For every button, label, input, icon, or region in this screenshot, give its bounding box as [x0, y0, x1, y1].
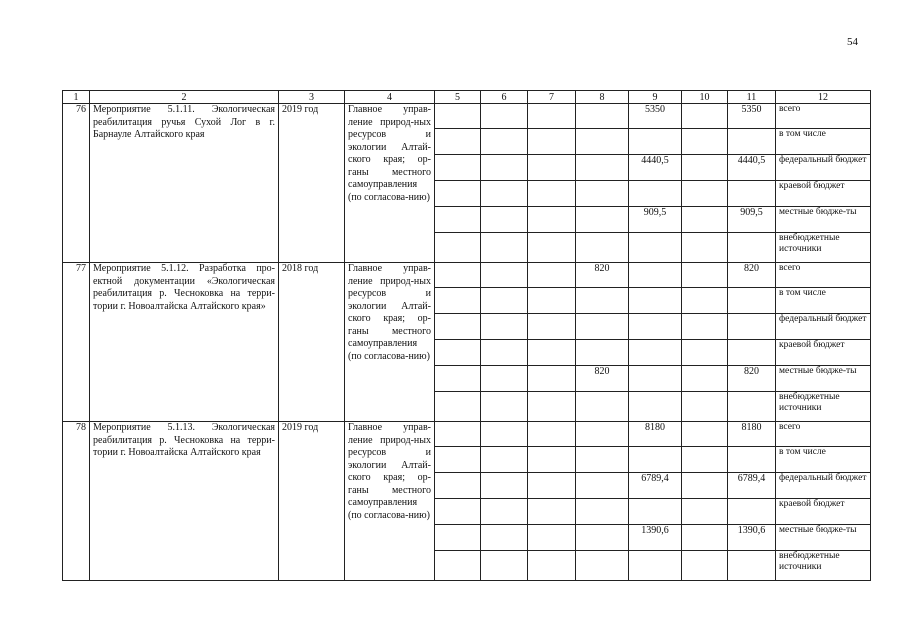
cell-col9 — [629, 366, 682, 392]
cell-col5 — [435, 104, 481, 129]
funding-source: местные бюдже-ты — [776, 207, 871, 233]
cell-col11: 4440,5 — [728, 155, 776, 181]
activity-name: Мероприятие 5.1.12. Разработка про-ектной документации «Экологическая реабилитация р. Чесноковка на терри-тории г. Новоалтайска Алтайского края» — [90, 263, 279, 422]
cell-col7 — [528, 499, 576, 525]
header-cell: 3 — [279, 91, 345, 104]
cell-col9 — [629, 314, 682, 340]
row-number: 78 — [63, 422, 90, 581]
funding-source: внебюджетные источники — [776, 233, 871, 263]
cell-col10 — [682, 551, 728, 581]
cell-col6 — [481, 233, 528, 263]
cell-col8 — [576, 340, 629, 366]
funding-source: федеральный бюджет — [776, 155, 871, 181]
cell-col8 — [576, 181, 629, 207]
cell-col8 — [576, 422, 629, 447]
funding-source: внебюджетные источники — [776, 392, 871, 422]
header-cell: 4 — [345, 91, 435, 104]
cell-col5 — [435, 551, 481, 581]
cell-col11: 8180 — [728, 422, 776, 447]
row-number: 77 — [63, 263, 90, 422]
cell-col6 — [481, 551, 528, 581]
cell-col10 — [682, 104, 728, 129]
page-number: 54 — [847, 36, 858, 48]
cell-col8: 820 — [576, 366, 629, 392]
cell-col7 — [528, 473, 576, 499]
cell-col6 — [481, 525, 528, 551]
cell-col11 — [728, 288, 776, 314]
cell-col6 — [481, 366, 528, 392]
cell-col9 — [629, 263, 682, 288]
cell-col9: 4440,5 — [629, 155, 682, 181]
cell-col11: 1390,6 — [728, 525, 776, 551]
cell-col10 — [682, 314, 728, 340]
executor: Главное управ-ление природ-ных ресурсов и экологии Алтай-ского края; ор-ганы местного самоуправления (по согласова-нию) — [345, 104, 435, 263]
funding-source: краевой бюджет — [776, 340, 871, 366]
cell-col10 — [682, 340, 728, 366]
cell-col9: 8180 — [629, 422, 682, 447]
executor: Главное управ-ление природ-ных ресурсов и экологии Алтай-ского края; ор-ганы местного самоуправления (по согласова-нию) — [345, 263, 435, 422]
table-row — [63, 422, 871, 447]
funding-source: местные бюдже-ты — [776, 525, 871, 551]
cell-col7 — [528, 340, 576, 366]
activity-year: 2019 год — [279, 422, 345, 581]
funding-source: краевой бюджет — [776, 181, 871, 207]
cell-col5 — [435, 525, 481, 551]
cell-col5 — [435, 314, 481, 340]
cell-col11 — [728, 499, 776, 525]
cell-col7 — [528, 551, 576, 581]
cell-col11: 6789,4 — [728, 473, 776, 499]
cell-col7 — [528, 104, 576, 129]
cell-col6 — [481, 155, 528, 181]
cell-col5 — [435, 366, 481, 392]
cell-col10 — [682, 525, 728, 551]
cell-col5 — [435, 155, 481, 181]
cell-col11: 909,5 — [728, 207, 776, 233]
cell-col10 — [682, 499, 728, 525]
cell-col6 — [481, 263, 528, 288]
cell-col10 — [682, 207, 728, 233]
cell-col5 — [435, 181, 481, 207]
cell-col11 — [728, 551, 776, 581]
funding-source: краевой бюджет — [776, 499, 871, 525]
cell-col11: 820 — [728, 263, 776, 288]
cell-col10 — [682, 181, 728, 207]
cell-col10 — [682, 447, 728, 473]
header-cell: 7 — [528, 91, 576, 104]
cell-col8: 820 — [576, 263, 629, 288]
cell-col11 — [728, 129, 776, 155]
cell-col8 — [576, 499, 629, 525]
cell-col8 — [576, 288, 629, 314]
activity-name: Мероприятие 5.1.13. Экологическая реабилитация р. Чесноковка на терри-тории г. Новоалтайска Алтайского края — [90, 422, 279, 581]
cell-col8 — [576, 155, 629, 181]
cell-col10 — [682, 233, 728, 263]
cell-col7 — [528, 366, 576, 392]
cell-col11: 5350 — [728, 104, 776, 129]
cell-col8 — [576, 473, 629, 499]
cell-col7 — [528, 288, 576, 314]
cell-col11 — [728, 340, 776, 366]
cell-col8 — [576, 392, 629, 422]
cell-col7 — [528, 392, 576, 422]
cell-col5 — [435, 288, 481, 314]
cell-col8 — [576, 233, 629, 263]
cell-col5 — [435, 447, 481, 473]
activity-year: 2018 год — [279, 263, 345, 422]
header-cell: 9 — [629, 91, 682, 104]
funding-source: внебюджетные источники — [776, 551, 871, 581]
cell-col6 — [481, 181, 528, 207]
cell-col8 — [576, 207, 629, 233]
cell-col6 — [481, 499, 528, 525]
table-row — [63, 263, 871, 288]
cell-col5 — [435, 473, 481, 499]
cell-col7 — [528, 422, 576, 447]
cell-col8 — [576, 104, 629, 129]
cell-col9: 1390,6 — [629, 525, 682, 551]
activity-year: 2019 год — [279, 104, 345, 263]
cell-col11 — [728, 314, 776, 340]
cell-col5 — [435, 499, 481, 525]
funding-source: в том числе — [776, 447, 871, 473]
cell-col10 — [682, 288, 728, 314]
cell-col10 — [682, 422, 728, 447]
cell-col6 — [481, 288, 528, 314]
cell-col11: 820 — [728, 366, 776, 392]
funding-source: федеральный бюджет — [776, 314, 871, 340]
table-row — [63, 104, 871, 129]
cell-col7 — [528, 314, 576, 340]
cell-col5 — [435, 340, 481, 366]
cell-col11 — [728, 181, 776, 207]
cell-col8 — [576, 447, 629, 473]
cell-col7 — [528, 233, 576, 263]
header-cell: 6 — [481, 91, 528, 104]
cell-col6 — [481, 207, 528, 233]
cell-col9: 5350 — [629, 104, 682, 129]
funding-source: всего — [776, 104, 871, 129]
cell-col6 — [481, 314, 528, 340]
header-row — [63, 91, 871, 104]
cell-col11 — [728, 233, 776, 263]
cell-col9 — [629, 499, 682, 525]
cell-col10 — [682, 129, 728, 155]
cell-col7 — [528, 181, 576, 207]
cell-col6 — [481, 340, 528, 366]
cell-col7 — [528, 129, 576, 155]
header-cell: 1 — [63, 91, 90, 104]
cell-col8 — [576, 129, 629, 155]
cell-col11 — [728, 392, 776, 422]
cell-col10 — [682, 155, 728, 181]
funding-source: всего — [776, 422, 871, 447]
cell-col5 — [435, 207, 481, 233]
cell-col7 — [528, 447, 576, 473]
cell-col9: 909,5 — [629, 207, 682, 233]
cell-col9 — [629, 340, 682, 366]
cell-col8 — [576, 525, 629, 551]
cell-col7 — [528, 525, 576, 551]
cell-col8 — [576, 551, 629, 581]
cell-col8 — [576, 314, 629, 340]
cell-col5 — [435, 392, 481, 422]
cell-col5 — [435, 263, 481, 288]
cell-col6 — [481, 447, 528, 473]
header-cell: 11 — [728, 91, 776, 104]
cell-col5 — [435, 233, 481, 263]
cell-col10 — [682, 392, 728, 422]
header-cell: 10 — [682, 91, 728, 104]
cell-col9 — [629, 392, 682, 422]
cell-col10 — [682, 366, 728, 392]
cell-col11 — [728, 447, 776, 473]
cell-col7 — [528, 207, 576, 233]
cell-col9 — [629, 288, 682, 314]
cell-col10 — [682, 473, 728, 499]
cell-col7 — [528, 155, 576, 181]
cell-col6 — [481, 392, 528, 422]
cell-col6 — [481, 422, 528, 447]
funding-source: всего — [776, 263, 871, 288]
cell-col5 — [435, 129, 481, 155]
cell-col9 — [629, 129, 682, 155]
cell-col9 — [629, 551, 682, 581]
header-cell: 2 — [90, 91, 279, 104]
cell-col9 — [629, 447, 682, 473]
cell-col6 — [481, 129, 528, 155]
cell-col5 — [435, 422, 481, 447]
funding-source: в том числе — [776, 288, 871, 314]
cell-col7 — [528, 263, 576, 288]
cell-col9 — [629, 181, 682, 207]
cell-col10 — [682, 263, 728, 288]
funding-source: федеральный бюджет — [776, 473, 871, 499]
cell-col6 — [481, 104, 528, 129]
funding-source: в том числе — [776, 129, 871, 155]
header-cell: 5 — [435, 91, 481, 104]
cell-col6 — [481, 473, 528, 499]
executor: Главное управ-ление природ-ных ресурсов и экологии Алтай-ского края; ор-ганы местного самоуправления (по согласова-нию) — [345, 422, 435, 581]
activity-name: Мероприятие 5.1.11. Экологическая реабилитация ручья Сухой Лог в г. Барнауле Алтайского края — [90, 104, 279, 263]
cell-col9: 6789,4 — [629, 473, 682, 499]
row-number: 76 — [63, 104, 90, 263]
funding-source: местные бюдже-ты — [776, 366, 871, 392]
cell-col9 — [629, 233, 682, 263]
header-cell: 8 — [576, 91, 629, 104]
header-cell: 12 — [776, 91, 871, 104]
budget-table — [62, 90, 871, 581]
